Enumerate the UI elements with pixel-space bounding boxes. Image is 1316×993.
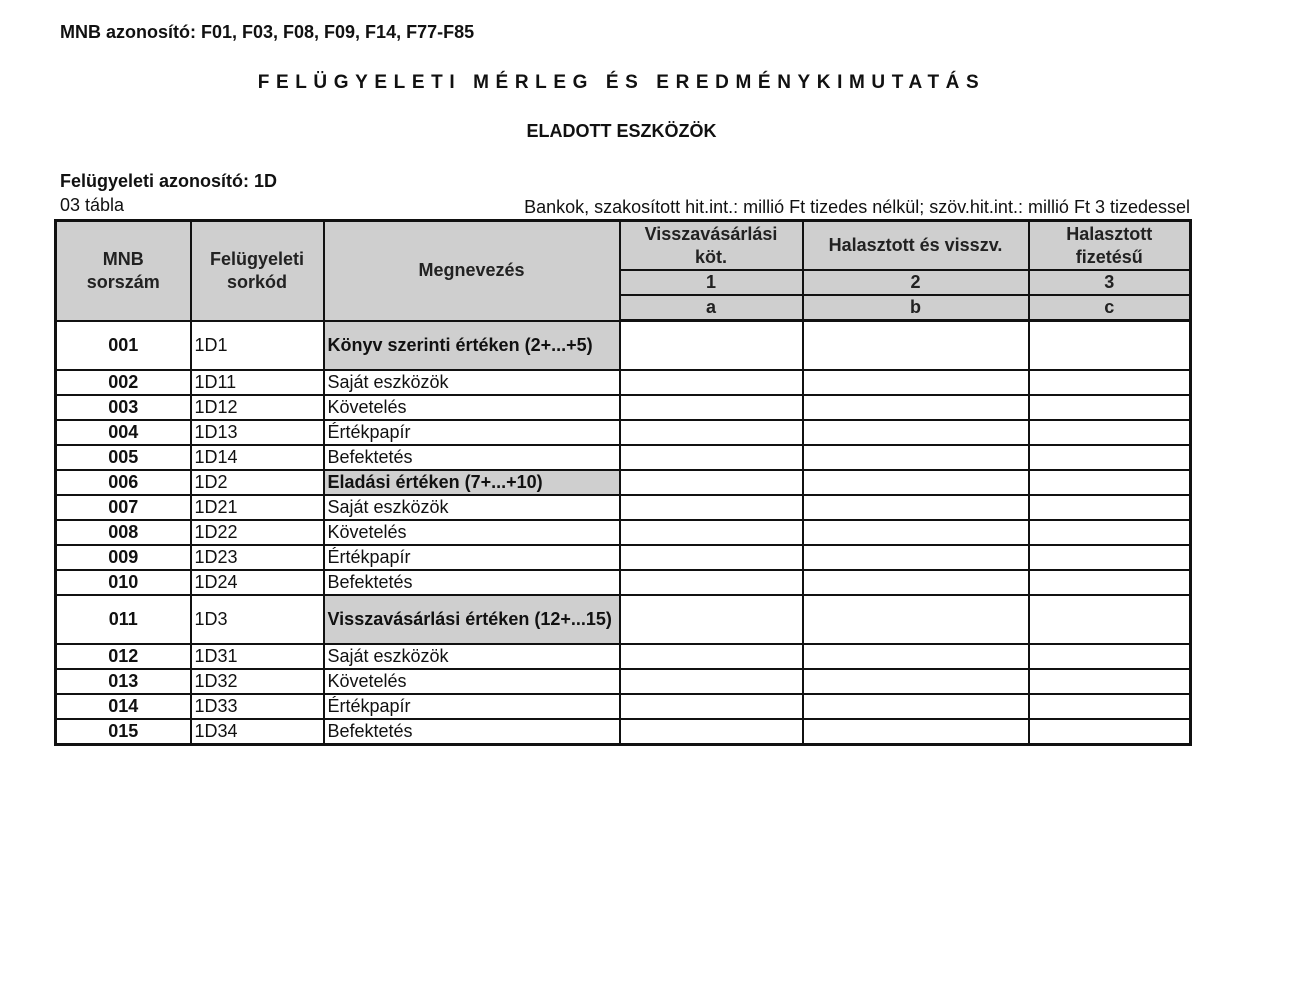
row-sorkod: 1D2 (191, 470, 324, 495)
row-value-cell-3[interactable] (1029, 644, 1191, 669)
row-value-cell-3[interactable] (1029, 445, 1191, 470)
row-name: Könyv szerinti értéken (2+...+5) (324, 321, 620, 371)
row-value-cell-3[interactable] (1029, 370, 1191, 395)
row-sorkod: 1D34 (191, 719, 324, 745)
header-mnb-sorszam: MNB sorszám (56, 221, 191, 321)
row-value-cell-3[interactable] (1029, 420, 1191, 445)
table-row (56, 445, 1191, 470)
row-value-cell-3[interactable] (1029, 669, 1191, 694)
row-value-cell-3[interactable] (1029, 595, 1191, 644)
table-row (56, 321, 1191, 371)
header-col-3-letter: c (1029, 295, 1191, 321)
row-mnb-code: 012 (56, 644, 191, 669)
row-value-cell-2[interactable] (803, 520, 1029, 545)
row-sorkod: 1D33 (191, 694, 324, 719)
table-row (56, 395, 1191, 420)
row-value-cell-1[interactable] (620, 470, 803, 495)
header-col-1-number: 1 (620, 270, 803, 295)
row-value-cell-2[interactable] (803, 570, 1029, 595)
table-row (56, 694, 1191, 719)
table-row (56, 495, 1191, 520)
row-value-cell-2[interactable] (803, 495, 1029, 520)
row-value-cell-1[interactable] (620, 694, 803, 719)
row-mnb-code: 014 (56, 694, 191, 719)
document-subtitle: ELADOTT ESZKÖZÖK (526, 121, 717, 141)
header-col-1-label: Visszavásárlási köt. (620, 221, 803, 271)
row-value-cell-1[interactable] (620, 370, 803, 395)
row-name: Követelés (324, 669, 620, 694)
table-row (56, 669, 1191, 694)
row-value-cell-3[interactable] (1029, 321, 1191, 371)
row-value-cell-2[interactable] (803, 595, 1029, 644)
row-value-cell-3[interactable] (1029, 395, 1191, 420)
row-name: Befektetés (324, 719, 620, 745)
row-value-cell-1[interactable] (620, 669, 803, 694)
row-value-cell-1[interactable] (620, 395, 803, 420)
table-body (56, 321, 1191, 745)
row-mnb-code: 004 (56, 420, 191, 445)
row-value-cell-2[interactable] (803, 669, 1029, 694)
row-value-cell-1[interactable] (620, 545, 803, 570)
document-title: FELÜGYELETI MÉRLEG ÉS EREDMÉNYKIMUTATÁS (257, 72, 986, 93)
row-value-cell-3[interactable] (1029, 545, 1191, 570)
table-row (56, 420, 1191, 445)
table-number: 03 tábla (60, 195, 125, 215)
row-sorkod: 1D12 (191, 395, 324, 420)
row-name: Követelés (324, 395, 620, 420)
table-row (56, 570, 1191, 595)
row-sorkod: 1D32 (191, 669, 324, 694)
header-col-2-letter: b (803, 295, 1029, 321)
row-sorkod: 1D31 (191, 644, 324, 669)
units-note: Bankok, szakosított hit.int.: millió Ft tizedes nélkül; szöv.hit.int.: millió Ft 3 tizedessel (524, 197, 1190, 217)
table-row (56, 644, 1191, 669)
row-value-cell-3[interactable] (1029, 495, 1191, 520)
row-sorkod: 1D3 (191, 595, 324, 644)
row-value-cell-2[interactable] (803, 719, 1029, 745)
row-name: Visszavásárlási értéken (12+...15) (324, 595, 620, 644)
row-name: Értékpapír (324, 545, 620, 570)
assets-sold-table (54, 219, 1192, 746)
row-value-cell-1[interactable] (620, 420, 803, 445)
row-value-cell-2[interactable] (803, 370, 1029, 395)
row-value-cell-3[interactable] (1029, 694, 1191, 719)
row-name: Saját eszközök (324, 370, 620, 395)
row-value-cell-3[interactable] (1029, 570, 1191, 595)
table-row (56, 719, 1191, 745)
row-value-cell-3[interactable] (1029, 520, 1191, 545)
row-name: Értékpapír (324, 420, 620, 445)
table-row (56, 520, 1191, 545)
row-sorkod: 1D13 (191, 420, 324, 445)
row-value-cell-1[interactable] (620, 520, 803, 545)
row-sorkod: 1D23 (191, 545, 324, 570)
row-name: Befektetés (324, 570, 620, 595)
row-sorkod: 1D11 (191, 370, 324, 395)
row-mnb-code: 001 (56, 321, 191, 371)
row-value-cell-1[interactable] (620, 321, 803, 371)
row-sorkod: 1D21 (191, 495, 324, 520)
row-value-cell-1[interactable] (620, 570, 803, 595)
row-value-cell-1[interactable] (620, 595, 803, 644)
row-sorkod: 1D1 (191, 321, 324, 371)
header-col-2-number: 2 (803, 270, 1029, 295)
row-name: Saját eszközök (324, 495, 620, 520)
row-mnb-code: 002 (56, 370, 191, 395)
table-row (56, 470, 1191, 495)
row-value-cell-2[interactable] (803, 445, 1029, 470)
table-row (56, 545, 1191, 570)
header-felugyeleti-sorkod: Felügyeleti sorkód (191, 221, 324, 321)
row-mnb-code: 008 (56, 520, 191, 545)
row-name: Követelés (324, 520, 620, 545)
table-row (56, 595, 1191, 644)
row-value-cell-1[interactable] (620, 644, 803, 669)
row-mnb-code: 015 (56, 719, 191, 745)
row-value-cell-3[interactable] (1029, 470, 1191, 495)
row-value-cell-2[interactable] (803, 545, 1029, 570)
table-row (56, 370, 1191, 395)
row-value-cell-2[interactable] (803, 420, 1029, 445)
row-value-cell-1[interactable] (620, 719, 803, 745)
row-value-cell-1[interactable] (620, 495, 803, 520)
row-name: Saját eszközök (324, 644, 620, 669)
row-sorkod: 1D22 (191, 520, 324, 545)
row-value-cell-2[interactable] (803, 470, 1029, 495)
row-sorkod: 1D24 (191, 570, 324, 595)
row-mnb-code: 009 (56, 545, 191, 570)
row-value-cell-1[interactable] (620, 445, 803, 470)
row-name: Eladási értéken (7+...+10) (324, 470, 620, 495)
header-col-1-letter: a (620, 295, 803, 321)
row-mnb-code: 007 (56, 495, 191, 520)
row-name: Értékpapír (324, 694, 620, 719)
mnb-identifier: MNB azonosító: F01, F03, F08, F09, F14, F77-F85 (60, 22, 475, 42)
header-col-3-number: 3 (1029, 270, 1191, 295)
header-col-3-label: Halasztott fizetésű (1029, 221, 1191, 271)
row-value-cell-2[interactable] (803, 644, 1029, 669)
row-mnb-code: 006 (56, 470, 191, 495)
row-mnb-code: 003 (56, 395, 191, 420)
row-mnb-code: 013 (56, 669, 191, 694)
supervisory-identifier: Felügyeleti azonosító: 1D (60, 171, 278, 191)
row-mnb-code: 005 (56, 445, 191, 470)
row-value-cell-2[interactable] (803, 395, 1029, 420)
row-mnb-code: 011 (56, 595, 191, 644)
header-megnevezes: Megnevezés (324, 221, 620, 321)
row-mnb-code: 010 (56, 570, 191, 595)
row-name: Befektetés (324, 445, 620, 470)
row-sorkod: 1D14 (191, 445, 324, 470)
row-value-cell-2[interactable] (803, 321, 1029, 371)
row-value-cell-2[interactable] (803, 694, 1029, 719)
row-value-cell-3[interactable] (1029, 719, 1191, 745)
header-col-2-label: Halasztott és visszv. (803, 221, 1029, 271)
